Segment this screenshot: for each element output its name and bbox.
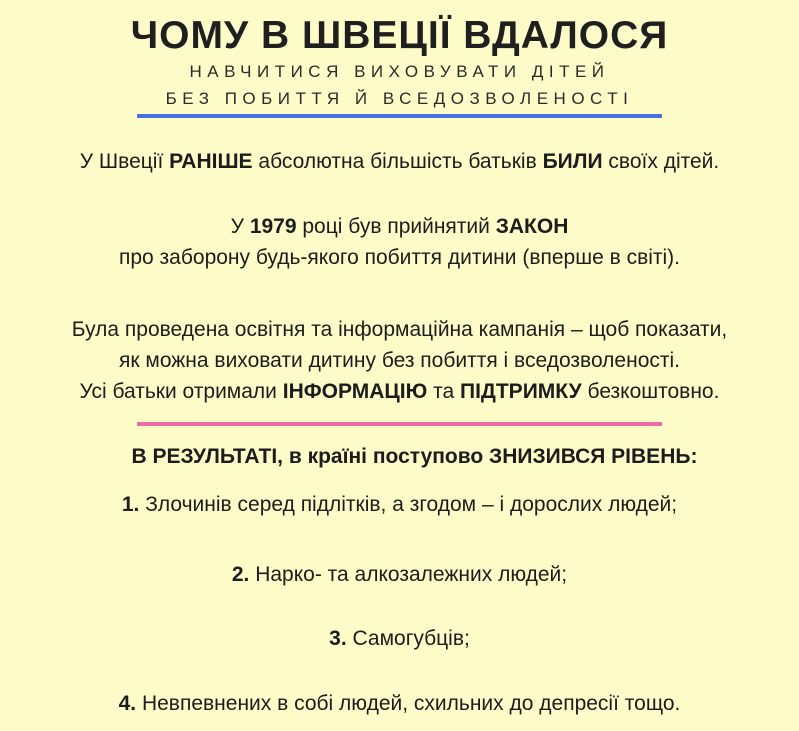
item-number: 3.	[329, 627, 347, 650]
result-heading: В РЕЗУЛЬТАТІ, в країні поступово ЗНИЗИВСЯ РІВЕНЬ:	[131, 445, 698, 468]
text: абсолютна більшість батьків	[252, 150, 543, 173]
campaign-line-1: Була проведена освітня та інформаційна кампанія – щоб показати,	[71, 318, 728, 341]
list-item	[0, 489, 799, 520]
text: У Швеції	[79, 150, 170, 173]
emphasis: 1979	[249, 215, 297, 238]
poster-title: ЧОМУ В ШВЕЦІЇ ВДАЛОСЯ	[130, 14, 669, 57]
item-number: 4.	[118, 692, 137, 715]
text: та	[427, 380, 460, 403]
emphasis: РАНІШЕ	[169, 150, 253, 173]
paragraph-earlier	[0, 146, 799, 177]
pink-divider	[137, 422, 662, 426]
list-item	[0, 559, 799, 590]
blue-divider	[137, 114, 662, 118]
text: році був прийнятий	[296, 215, 496, 238]
list-item	[0, 623, 799, 654]
campaign-line-2: як можна виховати дитину без побиття і вседозволеності.	[118, 349, 680, 372]
item-text: Злочинів серед підлітків, а згодом – і дорослих людей;	[139, 493, 678, 516]
text: Усі батьки отримали	[79, 380, 283, 403]
text: своїх дітей.	[602, 150, 720, 173]
subtitle-line-2: БЕЗ ПОБИТТЯ Й ВСЕДОЗВОЛЕНОСТІ	[165, 89, 634, 108]
item-number: 2.	[231, 563, 250, 586]
item-text: Самогубців;	[346, 627, 470, 650]
law-line-2: про заборону будь-якого побиття дитини (вперше в світі).	[118, 246, 681, 269]
item-text: Невпевнених в собі людей, схильних до депресії тощо.	[136, 692, 681, 715]
paragraph-law	[0, 211, 799, 273]
item-text: Нарко- та алкозалежних людей;	[249, 563, 568, 586]
emphasis: ІНФОРМАЦІЮ	[282, 380, 428, 403]
campaign-line-3	[0, 376, 799, 407]
item-number: 1.	[121, 493, 140, 516]
emphasis: ПІДТРИМКУ	[459, 380, 582, 403]
text: безкоштовно.	[581, 380, 720, 403]
emphasis: БИЛИ	[542, 150, 603, 173]
law-line-1	[0, 211, 799, 242]
subtitle-line-1: НАВЧИТИСЯ ВИХОВУВАТИ ДІТЕЙ	[189, 62, 610, 81]
list-item	[0, 688, 799, 719]
paragraph-campaign	[0, 314, 799, 407]
emphasis: ЗАКОН	[495, 215, 569, 238]
text: У	[230, 215, 250, 238]
